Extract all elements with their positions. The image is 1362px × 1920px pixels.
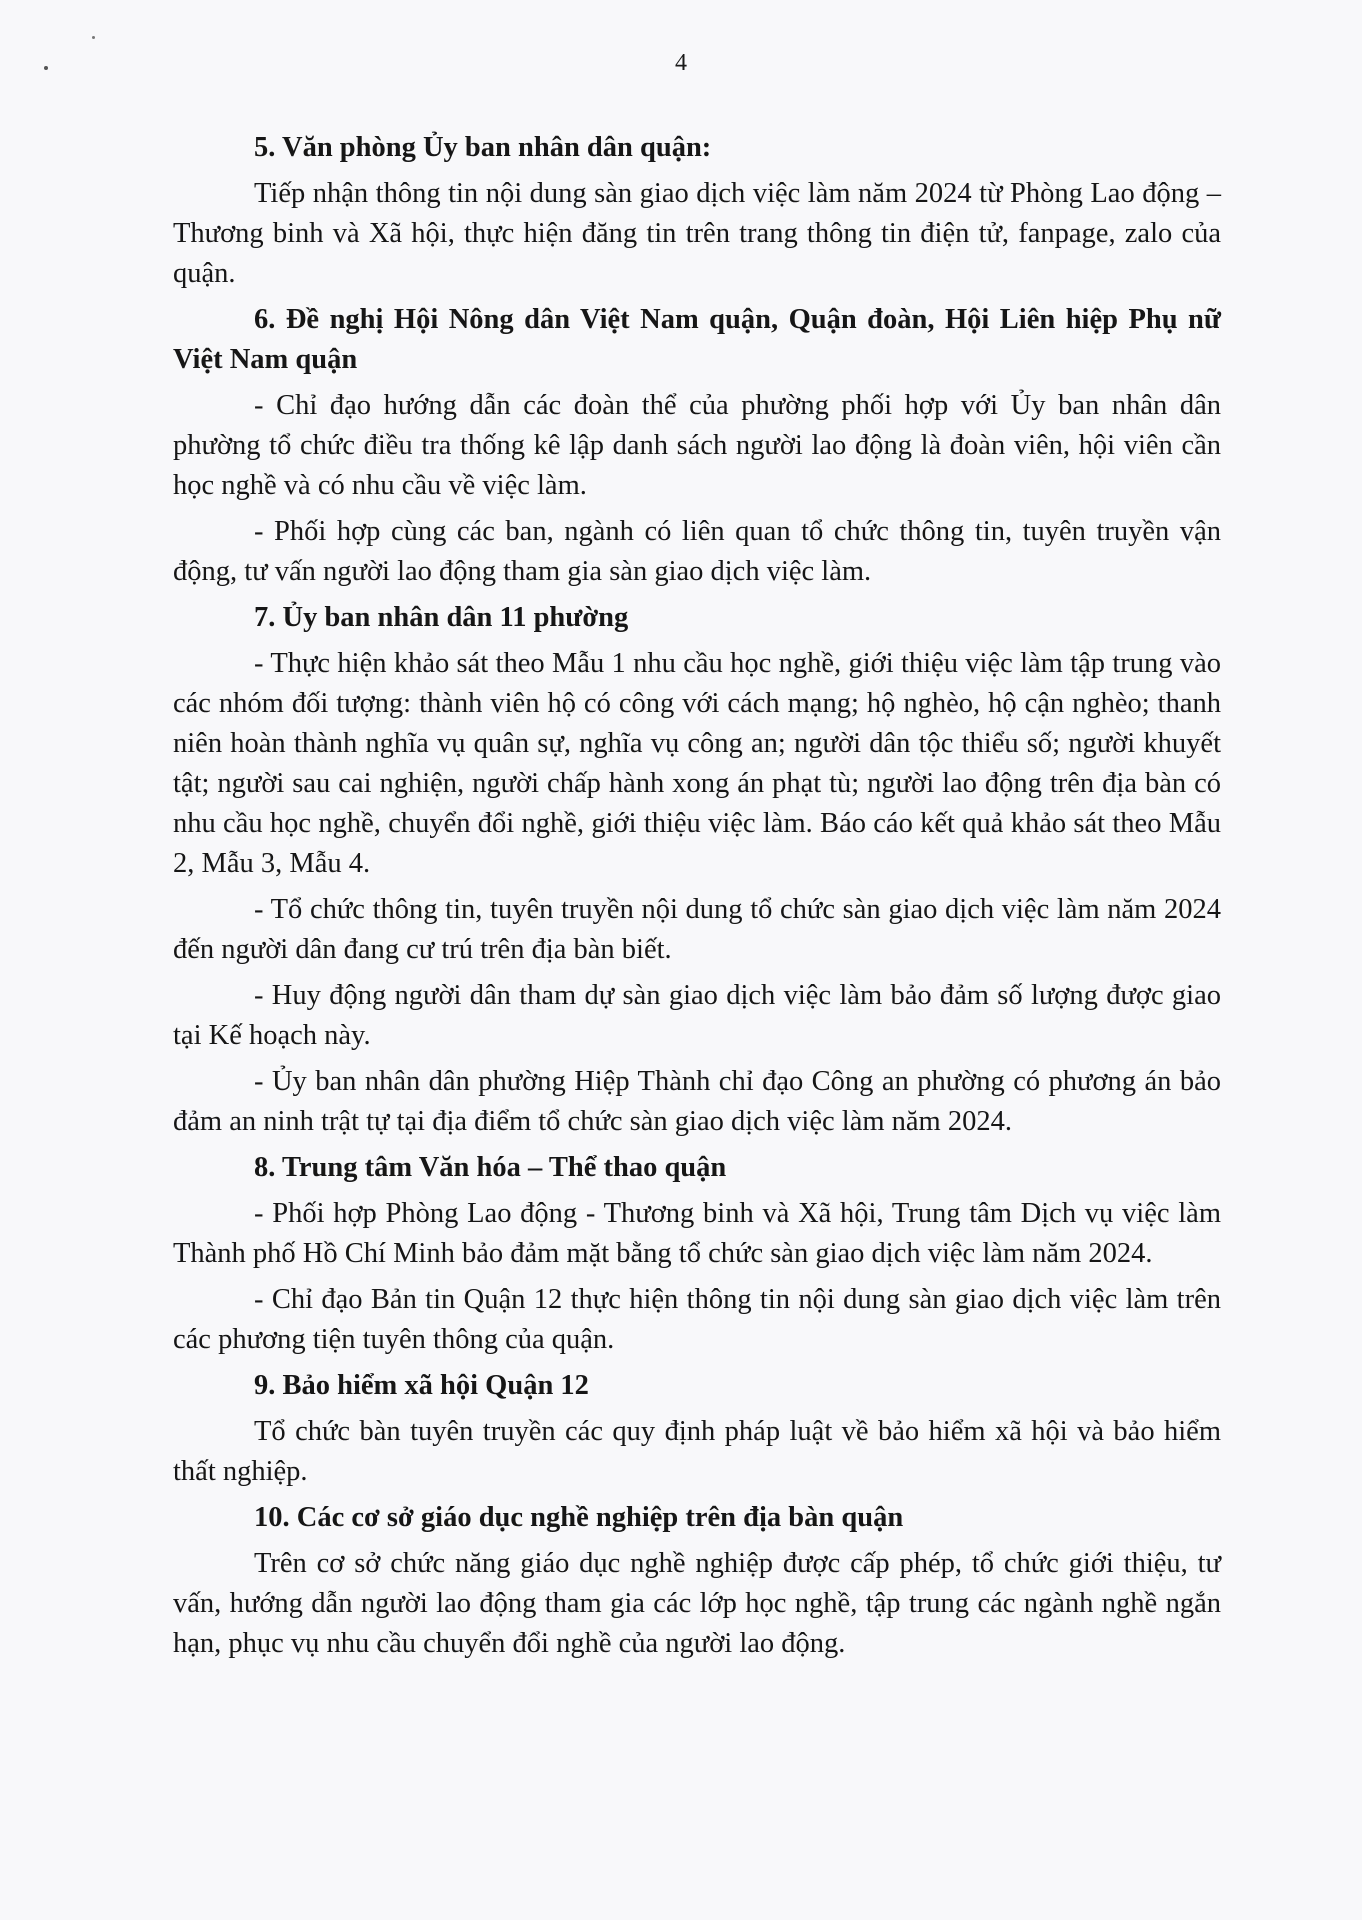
section-6	[173, 300, 1221, 592]
section-heading: 5. Văn phòng Ủy ban nhân dân quận:	[254, 132, 712, 163]
paragraph: - Chỉ đạo hướng dẫn các đoàn thể của phường phối hợp với Ủy ban nhân dân phường tổ chức điều tra thống kê lập danh sách người lao động là đoàn viên, hội viên cần học nghề và có nhu cầu về việc làm.	[173, 390, 1221, 501]
scan-speck	[92, 36, 95, 39]
paragraph: - Phối hợp Phòng Lao động - Thương binh và Xã hội, Trung tâm Dịch vụ việc làm Thành phố Hồ Chí Minh bảo đảm mặt bằng tổ chức sàn giao dịch việc làm năm 2024.	[173, 1198, 1221, 1269]
section-8	[173, 1148, 1221, 1360]
paragraph: Tổ chức bàn tuyên truyền các quy định pháp luật về bảo hiểm xã hội và bảo hiểm thất nghiệp.	[173, 1416, 1221, 1487]
paragraph: - Phối hợp cùng các ban, ngành có liên quan tổ chức thông tin, tuyên truyền vận động, tư vấn người lao động tham gia sàn giao dịch việc làm.	[173, 516, 1221, 587]
paragraph: - Huy động người dân tham dự sàn giao dịch việc làm bảo đảm số lượng được giao tại Kế hoạch này.	[173, 980, 1221, 1051]
paragraph: - Tổ chức thông tin, tuyên truyền nội dung tổ chức sàn giao dịch việc làm năm 2024 đến người dân đang cư trú trên địa bàn biết.	[173, 894, 1221, 965]
section-heading: 7. Ủy ban nhân dân 11 phường	[254, 602, 629, 633]
section-heading: 8. Trung tâm Văn hóa – Thể thao quận	[254, 1152, 727, 1183]
section-heading: 9. Bảo hiểm xã hội Quận 12	[254, 1370, 589, 1401]
paragraph: Tiếp nhận thông tin nội dung sàn giao dịch việc làm năm 2024 từ Phòng Lao động – Thương binh và Xã hội, thực hiện đăng tin trên trang thông tin điện tử, fanpage, zalo của quận.	[173, 178, 1221, 289]
document-body	[173, 128, 1221, 1670]
section-9	[173, 1366, 1221, 1492]
paragraph: - Ủy ban nhân dân phường Hiệp Thành chỉ đạo Công an phường có phương án bảo đảm an ninh trật tự tại địa điểm tổ chức sàn giao dịch việc làm năm 2024.	[173, 1066, 1221, 1137]
section-5	[173, 128, 1221, 294]
paragraph: Trên cơ sở chức năng giáo dục nghề nghiệp được cấp phép, tổ chức giới thiệu, tư vấn, hướng dẫn người lao động tham gia các lớp học nghề, tập trung các ngành nghề ngắn hạn, phục vụ nhu cầu chuyển đổi nghề của người lao động.	[173, 1548, 1221, 1659]
section-heading: 6. Đề nghị Hội Nông dân Việt Nam quận, Quận đoàn, Hội Liên hiệp Phụ nữ Việt Nam quận	[173, 304, 1221, 375]
page-number: 4	[675, 50, 687, 76]
section-10	[173, 1498, 1221, 1664]
paragraph: - Chỉ đạo Bản tin Quận 12 thực hiện thông tin nội dung sàn giao dịch việc làm trên các phương tiện tuyên thông của quận.	[173, 1284, 1221, 1355]
section-heading: 10. Các cơ sở giáo dục nghề nghiệp trên địa bàn quận	[254, 1502, 904, 1533]
paragraph: - Thực hiện khảo sát theo Mẫu 1 nhu cầu học nghề, giới thiệu việc làm tập trung vào các nhóm đối tượng: thành viên hộ có công với cách mạng; hộ nghèo, hộ cận nghèo; thanh niên hoàn thành nghĩa vụ quân sự, nghĩa vụ công an; người dân tộc thiểu số; người khuyết tật; người sau cai nghiện, người chấp hành xong án phạt tù; người lao động trên địa bàn có nhu cầu học nghề, chuyển đổi nghề, giới thiệu việc làm. Báo cáo kết quả khảo sát theo Mẫu 2, Mẫu 3, Mẫu 4.	[173, 648, 1221, 879]
section-7	[173, 598, 1221, 1142]
